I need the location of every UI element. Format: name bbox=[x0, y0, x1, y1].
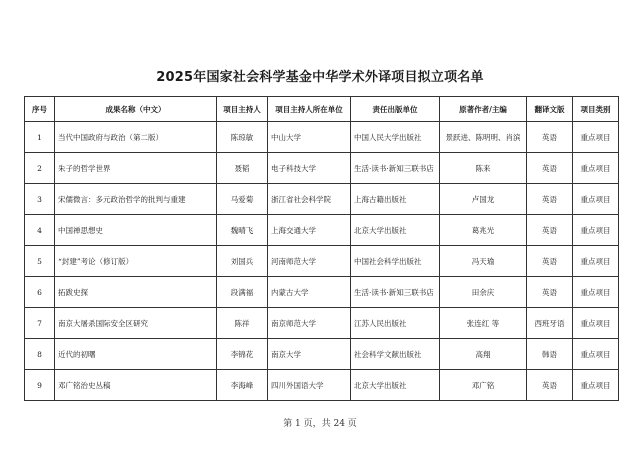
cell-name: 近代的初曙 bbox=[55, 339, 217, 370]
cell-press: 生活·读书·新知三联书店 bbox=[351, 153, 440, 184]
cell-lang: 英语 bbox=[527, 277, 573, 308]
header-category: 项目类别 bbox=[573, 97, 619, 122]
cell-author: 景跃进、陈明明、肖滨 bbox=[440, 122, 527, 153]
table-row bbox=[25, 153, 619, 184]
cell-host: 陈祥 bbox=[217, 308, 268, 339]
cell-seq: 2 bbox=[25, 153, 55, 184]
table-row bbox=[25, 277, 619, 308]
cell-lang: 英语 bbox=[527, 153, 573, 184]
cell-lang: 英语 bbox=[527, 122, 573, 153]
cell-press: 中国社会科学出版社 bbox=[351, 246, 440, 277]
cell-category: 重点项目 bbox=[573, 308, 619, 339]
cell-unit: 中山大学 bbox=[268, 122, 351, 153]
cell-seq: 5 bbox=[25, 246, 55, 277]
cell-author: 卢国龙 bbox=[440, 184, 527, 215]
cell-category: 重点项目 bbox=[573, 339, 619, 370]
cell-unit: 上海交通大学 bbox=[268, 215, 351, 246]
cell-name: 宋儒微言：多元政治哲学的批判与重建 bbox=[55, 184, 217, 215]
page-footer: 第 1 页，共 24 页 bbox=[283, 419, 357, 429]
header-host: 项目主持人 bbox=[217, 97, 268, 122]
cell-press: 社会科学文献出版社 bbox=[351, 339, 440, 370]
cell-press: 中国人民大学出版社 bbox=[351, 122, 440, 153]
table-row bbox=[25, 246, 619, 277]
cell-name: 朱子的哲学世界 bbox=[55, 153, 217, 184]
table-row bbox=[25, 215, 619, 246]
table-row bbox=[25, 339, 619, 370]
cell-host: 魏晴飞 bbox=[217, 215, 268, 246]
cell-seq: 4 bbox=[25, 215, 55, 246]
cell-seq: 7 bbox=[25, 308, 55, 339]
cell-lang: 英语 bbox=[527, 215, 573, 246]
table-row bbox=[25, 122, 619, 153]
cell-author: 葛兆光 bbox=[440, 215, 527, 246]
cell-host: 李海峰 bbox=[217, 370, 268, 401]
cell-host: 陈琼敏 bbox=[217, 122, 268, 153]
cell-host: 李锦花 bbox=[217, 339, 268, 370]
cell-category: 重点项目 bbox=[573, 215, 619, 246]
header-press: 责任出版单位 bbox=[351, 97, 440, 122]
cell-press: 上海古籍出版社 bbox=[351, 184, 440, 215]
cell-press: 北京大学出版社 bbox=[351, 370, 440, 401]
cell-author: 田余庆 bbox=[440, 277, 527, 308]
cell-lang: 英语 bbox=[527, 370, 573, 401]
cell-seq: 1 bbox=[25, 122, 55, 153]
cell-press: 江苏人民出版社 bbox=[351, 308, 440, 339]
table-header-row bbox=[25, 97, 619, 122]
cell-unit: 河南师范大学 bbox=[268, 246, 351, 277]
cell-lang: 英语 bbox=[527, 184, 573, 215]
cell-lang: 西班牙语 bbox=[527, 308, 573, 339]
cell-host: 聂韬 bbox=[217, 153, 268, 184]
header-author: 原著作者/主编 bbox=[440, 97, 527, 122]
project-table bbox=[24, 96, 619, 401]
cell-seq: 6 bbox=[25, 277, 55, 308]
cell-lang: 韩语 bbox=[527, 339, 573, 370]
cell-unit: 南京大学 bbox=[268, 339, 351, 370]
cell-name: 拓跋史探 bbox=[55, 277, 217, 308]
cell-host: 段满福 bbox=[217, 277, 268, 308]
cell-seq: 8 bbox=[25, 339, 55, 370]
document-title: 2025年国家社会科学基金中华学术外译项目拟立项名单 bbox=[156, 70, 484, 85]
cell-name: 南京大屠杀国际安全区研究 bbox=[55, 308, 217, 339]
cell-name: “封建”考论（修订版） bbox=[55, 246, 217, 277]
cell-lang: 英语 bbox=[527, 246, 573, 277]
cell-press: 生活·读书·新知三联书店 bbox=[351, 277, 440, 308]
cell-category: 重点项目 bbox=[573, 370, 619, 401]
cell-unit: 电子科技大学 bbox=[268, 153, 351, 184]
cell-name: 中国禅思想史 bbox=[55, 215, 217, 246]
cell-press: 北京大学出版社 bbox=[351, 215, 440, 246]
cell-unit: 四川外国语大学 bbox=[268, 370, 351, 401]
table-row bbox=[25, 370, 619, 401]
cell-name: 邓广铭治史丛稿 bbox=[55, 370, 217, 401]
cell-author: 冯天瑜 bbox=[440, 246, 527, 277]
cell-category: 重点项目 bbox=[573, 277, 619, 308]
cell-author: 张连红 等 bbox=[440, 308, 527, 339]
cell-category: 重点项目 bbox=[573, 153, 619, 184]
table-row bbox=[25, 184, 619, 215]
cell-host: 马爱菊 bbox=[217, 184, 268, 215]
cell-category: 重点项目 bbox=[573, 122, 619, 153]
cell-author: 邓广铭 bbox=[440, 370, 527, 401]
header-name: 成果名称（中文） bbox=[55, 97, 217, 122]
cell-author: 陈来 bbox=[440, 153, 527, 184]
cell-host: 刘国兵 bbox=[217, 246, 268, 277]
cell-seq: 3 bbox=[25, 184, 55, 215]
table-row bbox=[25, 308, 619, 339]
header-lang: 翻译文版 bbox=[527, 97, 573, 122]
header-seq: 序号 bbox=[25, 97, 55, 122]
cell-category: 重点项目 bbox=[573, 246, 619, 277]
cell-name: 当代中国政府与政治（第二版） bbox=[55, 122, 217, 153]
cell-author: 高翔 bbox=[440, 339, 527, 370]
cell-unit: 内蒙古大学 bbox=[268, 277, 351, 308]
cell-unit: 南京师范大学 bbox=[268, 308, 351, 339]
cell-seq: 9 bbox=[25, 370, 55, 401]
cell-unit: 浙江省社会科学院 bbox=[268, 184, 351, 215]
cell-category: 重点项目 bbox=[573, 184, 619, 215]
header-unit: 项目主持人所在单位 bbox=[268, 97, 351, 122]
